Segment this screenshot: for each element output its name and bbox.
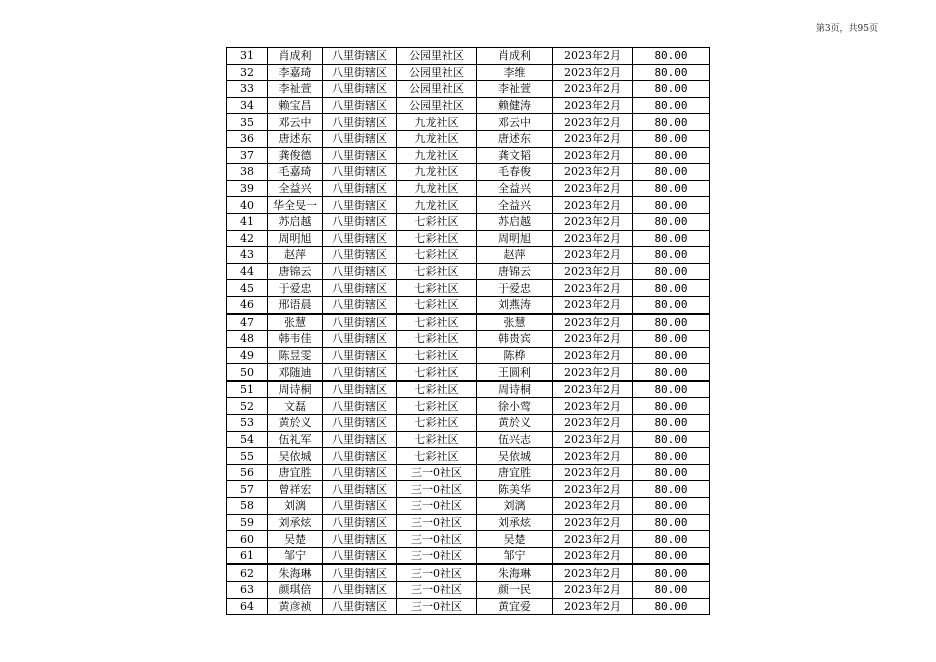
month-cell: 2023年2月 (553, 547, 633, 564)
district-cell: 八里街辖区 (323, 415, 397, 432)
community-cell: 七彩社区 (397, 230, 477, 247)
community-cell: 公园里社区 (397, 97, 477, 114)
community-cell: 七彩社区 (397, 296, 477, 313)
month-cell: 2023年2月 (553, 147, 633, 164)
name-cell: 唐述东 (268, 130, 323, 147)
recipient-cell: 王圆利 (477, 364, 553, 381)
community-cell: 公园里社区 (397, 48, 477, 65)
community-cell: 三一0社区 (397, 598, 477, 615)
data-table (226, 47, 710, 615)
table-row (227, 564, 710, 581)
recipient-cell: 李维 (477, 64, 553, 81)
recipient-cell: 吴楚 (477, 531, 553, 548)
table-body (227, 48, 710, 615)
recipient-cell: 于爱忠 (477, 280, 553, 297)
community-cell: 三一0社区 (397, 514, 477, 531)
recipient-cell: 周诗桐 (477, 381, 553, 398)
table-row (227, 464, 710, 481)
district-cell: 八里街辖区 (323, 180, 397, 197)
community-cell: 九龙社区 (397, 130, 477, 147)
amount-cell: 80.00 (633, 197, 710, 214)
row-index-cell: 36 (227, 130, 268, 147)
district-cell: 八里街辖区 (323, 481, 397, 498)
recipient-cell: 邓云中 (477, 114, 553, 131)
district-cell: 八里街辖区 (323, 48, 397, 65)
recipient-cell: 邹宁 (477, 547, 553, 564)
district-cell: 八里街辖区 (323, 164, 397, 181)
district-cell: 八里街辖区 (323, 582, 397, 599)
amount-cell: 80.00 (633, 514, 710, 531)
month-cell: 2023年2月 (553, 448, 633, 465)
recipient-cell: 黄宜爱 (477, 598, 553, 615)
community-cell: 三一0社区 (397, 564, 477, 581)
month-cell: 2023年2月 (553, 197, 633, 214)
district-cell: 八里街辖区 (323, 114, 397, 131)
name-cell: 肖成利 (268, 48, 323, 65)
recipient-cell: 毛春俊 (477, 164, 553, 181)
amount-cell: 80.00 (633, 398, 710, 415)
district-cell: 八里街辖区 (323, 314, 397, 331)
name-cell: 于爱忠 (268, 280, 323, 297)
table-row (227, 180, 710, 197)
district-cell: 八里街辖区 (323, 213, 397, 230)
district-cell: 八里街辖区 (323, 448, 397, 465)
community-cell: 三一0社区 (397, 481, 477, 498)
month-cell: 2023年2月 (553, 531, 633, 548)
name-cell: 曾祥宏 (268, 481, 323, 498)
table-row (227, 431, 710, 448)
recipient-cell: 唐宜胜 (477, 464, 553, 481)
row-index-cell: 54 (227, 431, 268, 448)
name-cell: 韩韦佳 (268, 331, 323, 348)
name-cell: 吴楚 (268, 531, 323, 548)
month-cell: 2023年2月 (553, 564, 633, 581)
district-cell: 八里街辖区 (323, 347, 397, 364)
name-cell: 颜琪倍 (268, 582, 323, 599)
district-cell: 八里街辖区 (323, 431, 397, 448)
community-cell: 公园里社区 (397, 64, 477, 81)
district-cell: 八里街辖区 (323, 230, 397, 247)
row-index-cell: 34 (227, 97, 268, 114)
amount-cell: 80.00 (633, 598, 710, 615)
amount-cell: 80.00 (633, 213, 710, 230)
month-cell: 2023年2月 (553, 48, 633, 65)
table-row (227, 64, 710, 81)
community-cell: 九龙社区 (397, 147, 477, 164)
row-index-cell: 44 (227, 263, 268, 280)
recipient-cell: 全益兴 (477, 180, 553, 197)
table-row (227, 114, 710, 131)
row-index-cell: 64 (227, 598, 268, 615)
amount-cell: 80.00 (633, 314, 710, 331)
name-cell: 周诗桐 (268, 381, 323, 398)
table-row (227, 448, 710, 465)
recipient-cell: 黄於义 (477, 415, 553, 432)
recipient-cell: 刘燕涛 (477, 296, 553, 313)
community-cell: 九龙社区 (397, 164, 477, 181)
page-number-label: 第3页，共95页 (815, 24, 878, 34)
community-cell: 三一0社区 (397, 582, 477, 599)
district-cell: 八里街辖区 (323, 197, 397, 214)
district-cell: 八里街辖区 (323, 531, 397, 548)
recipient-cell: 朱海琳 (477, 564, 553, 581)
row-index-cell: 49 (227, 347, 268, 364)
row-index-cell: 39 (227, 180, 268, 197)
amount-cell: 80.00 (633, 547, 710, 564)
amount-cell: 80.00 (633, 415, 710, 432)
name-cell: 毛嘉琦 (268, 164, 323, 181)
table-row (227, 164, 710, 181)
recipient-cell: 张慧 (477, 314, 553, 331)
district-cell: 八里街辖区 (323, 263, 397, 280)
amount-cell: 80.00 (633, 331, 710, 348)
community-cell: 七彩社区 (397, 448, 477, 465)
amount-cell: 80.00 (633, 431, 710, 448)
table-row (227, 398, 710, 415)
community-cell: 七彩社区 (397, 314, 477, 331)
month-cell: 2023年2月 (553, 263, 633, 280)
row-index-cell: 55 (227, 448, 268, 465)
table-row (227, 213, 710, 230)
community-cell: 七彩社区 (397, 364, 477, 381)
row-index-cell: 45 (227, 280, 268, 297)
recipient-cell: 唐述东 (477, 130, 553, 147)
community-cell: 七彩社区 (397, 247, 477, 264)
table-row (227, 514, 710, 531)
row-index-cell: 58 (227, 498, 268, 515)
district-cell: 八里街辖区 (323, 464, 397, 481)
month-cell: 2023年2月 (553, 130, 633, 147)
row-index-cell: 47 (227, 314, 268, 331)
district-cell: 八里街辖区 (323, 147, 397, 164)
recipient-cell: 苏启越 (477, 213, 553, 230)
row-index-cell: 37 (227, 147, 268, 164)
month-cell: 2023年2月 (553, 97, 633, 114)
month-cell: 2023年2月 (553, 230, 633, 247)
month-cell: 2023年2月 (553, 296, 633, 313)
row-index-cell: 35 (227, 114, 268, 131)
district-cell: 八里街辖区 (323, 331, 397, 348)
district-cell: 八里街辖区 (323, 564, 397, 581)
name-cell: 邢语晨 (268, 296, 323, 313)
name-cell: 黄於义 (268, 415, 323, 432)
name-cell: 唐宜胜 (268, 464, 323, 481)
row-index-cell: 56 (227, 464, 268, 481)
row-index-cell: 60 (227, 531, 268, 548)
community-cell: 七彩社区 (397, 213, 477, 230)
name-cell: 苏启越 (268, 213, 323, 230)
name-cell: 吴依城 (268, 448, 323, 465)
district-cell: 八里街辖区 (323, 247, 397, 264)
table-row (227, 314, 710, 331)
row-index-cell: 46 (227, 296, 268, 313)
row-index-cell: 61 (227, 547, 268, 564)
name-cell: 朱海琳 (268, 564, 323, 581)
month-cell: 2023年2月 (553, 114, 633, 131)
recipient-cell: 陈桦 (477, 347, 553, 364)
name-cell: 刘漓 (268, 498, 323, 515)
name-cell: 李祉萱 (268, 81, 323, 98)
name-cell: 赖宝昌 (268, 97, 323, 114)
district-cell: 八里街辖区 (323, 296, 397, 313)
recipient-cell: 刘漓 (477, 498, 553, 515)
month-cell: 2023年2月 (553, 364, 633, 381)
district-cell: 八里街辖区 (323, 598, 397, 615)
row-index-cell: 53 (227, 415, 268, 432)
community-cell: 七彩社区 (397, 415, 477, 432)
recipient-cell: 陈美华 (477, 481, 553, 498)
amount-cell: 80.00 (633, 364, 710, 381)
recipient-cell: 韩贵宾 (477, 331, 553, 348)
amount-cell: 80.00 (633, 230, 710, 247)
table-row (227, 381, 710, 398)
amount-cell: 80.00 (633, 263, 710, 280)
row-index-cell: 62 (227, 564, 268, 581)
name-cell: 龚俊德 (268, 147, 323, 164)
amount-cell: 80.00 (633, 81, 710, 98)
name-cell: 华全旻一 (268, 197, 323, 214)
month-cell: 2023年2月 (553, 213, 633, 230)
recipient-cell: 吴依城 (477, 448, 553, 465)
table-row (227, 415, 710, 432)
row-index-cell: 59 (227, 514, 268, 531)
table-row (227, 197, 710, 214)
name-cell: 李嘉琦 (268, 64, 323, 81)
amount-cell: 80.00 (633, 582, 710, 599)
table-row (227, 130, 710, 147)
community-cell: 三一0社区 (397, 498, 477, 515)
community-cell: 九龙社区 (397, 197, 477, 214)
month-cell: 2023年2月 (553, 347, 633, 364)
row-index-cell: 51 (227, 381, 268, 398)
amount-cell: 80.00 (633, 347, 710, 364)
row-index-cell: 43 (227, 247, 268, 264)
name-cell: 张慧 (268, 314, 323, 331)
amount-cell: 80.00 (633, 48, 710, 65)
row-index-cell: 42 (227, 230, 268, 247)
amount-cell: 80.00 (633, 498, 710, 515)
amount-cell: 80.00 (633, 296, 710, 313)
table-row (227, 48, 710, 65)
month-cell: 2023年2月 (553, 64, 633, 81)
name-cell: 赵萍 (268, 247, 323, 264)
row-index-cell: 50 (227, 364, 268, 381)
table-row (227, 147, 710, 164)
table-row (227, 364, 710, 381)
amount-cell: 80.00 (633, 180, 710, 197)
month-cell: 2023年2月 (553, 247, 633, 264)
recipient-cell: 龚文韬 (477, 147, 553, 164)
amount-cell: 80.00 (633, 381, 710, 398)
recipient-cell: 全益兴 (477, 197, 553, 214)
row-index-cell: 40 (227, 197, 268, 214)
community-cell: 七彩社区 (397, 280, 477, 297)
month-cell: 2023年2月 (553, 81, 633, 98)
amount-cell: 80.00 (633, 247, 710, 264)
community-cell: 七彩社区 (397, 347, 477, 364)
amount-cell: 80.00 (633, 280, 710, 297)
month-cell: 2023年2月 (553, 514, 633, 531)
month-cell: 2023年2月 (553, 331, 633, 348)
district-cell: 八里街辖区 (323, 97, 397, 114)
amount-cell: 80.00 (633, 114, 710, 131)
community-cell: 七彩社区 (397, 331, 477, 348)
district-cell: 八里街辖区 (323, 398, 397, 415)
community-cell: 七彩社区 (397, 263, 477, 280)
table-row (227, 81, 710, 98)
row-index-cell: 52 (227, 398, 268, 415)
district-cell: 八里街辖区 (323, 280, 397, 297)
row-index-cell: 38 (227, 164, 268, 181)
month-cell: 2023年2月 (553, 598, 633, 615)
name-cell: 邹宁 (268, 547, 323, 564)
name-cell: 刘承炫 (268, 514, 323, 531)
amount-cell: 80.00 (633, 481, 710, 498)
table-row (227, 280, 710, 297)
community-cell: 七彩社区 (397, 381, 477, 398)
month-cell: 2023年2月 (553, 180, 633, 197)
month-cell: 2023年2月 (553, 582, 633, 599)
recipient-cell: 刘承炫 (477, 514, 553, 531)
recipient-cell: 唐锦云 (477, 263, 553, 280)
table-row (227, 582, 710, 599)
amount-cell: 80.00 (633, 64, 710, 81)
row-index-cell: 48 (227, 331, 268, 348)
community-cell: 九龙社区 (397, 180, 477, 197)
table-row (227, 347, 710, 364)
name-cell: 唐锦云 (268, 263, 323, 280)
name-cell: 陈昱雯 (268, 347, 323, 364)
community-cell: 七彩社区 (397, 398, 477, 415)
row-index-cell: 57 (227, 481, 268, 498)
name-cell: 全益兴 (268, 180, 323, 197)
amount-cell: 80.00 (633, 464, 710, 481)
name-cell: 伍礼军 (268, 431, 323, 448)
table-row (227, 531, 710, 548)
row-index-cell: 32 (227, 64, 268, 81)
amount-cell: 80.00 (633, 164, 710, 181)
table-row (227, 247, 710, 264)
name-cell: 邓随迪 (268, 364, 323, 381)
name-cell: 周明旭 (268, 230, 323, 247)
table-row (227, 498, 710, 515)
month-cell: 2023年2月 (553, 314, 633, 331)
recipient-cell: 周明旭 (477, 230, 553, 247)
amount-cell: 80.00 (633, 531, 710, 548)
name-cell: 邓云中 (268, 114, 323, 131)
row-index-cell: 63 (227, 582, 268, 599)
recipient-cell: 赖健涛 (477, 97, 553, 114)
month-cell: 2023年2月 (553, 415, 633, 432)
amount-cell: 80.00 (633, 448, 710, 465)
district-cell: 八里街辖区 (323, 130, 397, 147)
table-row (227, 481, 710, 498)
month-cell: 2023年2月 (553, 498, 633, 515)
amount-cell: 80.00 (633, 147, 710, 164)
name-cell: 黄彦祯 (268, 598, 323, 615)
month-cell: 2023年2月 (553, 398, 633, 415)
table-row (227, 97, 710, 114)
month-cell: 2023年2月 (553, 381, 633, 398)
table-row (227, 331, 710, 348)
month-cell: 2023年2月 (553, 280, 633, 297)
district-cell: 八里街辖区 (323, 514, 397, 531)
community-cell: 公园里社区 (397, 81, 477, 98)
table-row (227, 296, 710, 313)
name-cell: 文磊 (268, 398, 323, 415)
district-cell: 八里街辖区 (323, 498, 397, 515)
recipient-cell: 肖成利 (477, 48, 553, 65)
month-cell: 2023年2月 (553, 431, 633, 448)
community-cell: 三一0社区 (397, 531, 477, 548)
recipient-cell: 赵萍 (477, 247, 553, 264)
recipient-cell: 颜一民 (477, 582, 553, 599)
recipient-cell: 李祉萱 (477, 81, 553, 98)
district-cell: 八里街辖区 (323, 81, 397, 98)
row-index-cell: 33 (227, 81, 268, 98)
community-cell: 三一0社区 (397, 464, 477, 481)
amount-cell: 80.00 (633, 564, 710, 581)
table-row (227, 230, 710, 247)
amount-cell: 80.00 (633, 130, 710, 147)
month-cell: 2023年2月 (553, 481, 633, 498)
recipient-cell: 伍兴志 (477, 431, 553, 448)
month-cell: 2023年2月 (553, 464, 633, 481)
community-cell: 七彩社区 (397, 431, 477, 448)
table-row (227, 598, 710, 615)
district-cell: 八里街辖区 (323, 364, 397, 381)
community-cell: 三一0社区 (397, 547, 477, 564)
row-index-cell: 41 (227, 213, 268, 230)
district-cell: 八里街辖区 (323, 381, 397, 398)
table-row (227, 547, 710, 564)
recipient-cell: 徐小莺 (477, 398, 553, 415)
amount-cell: 80.00 (633, 97, 710, 114)
row-index-cell: 31 (227, 48, 268, 65)
district-cell: 八里街辖区 (323, 64, 397, 81)
month-cell: 2023年2月 (553, 164, 633, 181)
district-cell: 八里街辖区 (323, 547, 397, 564)
table-row (227, 263, 710, 280)
community-cell: 九龙社区 (397, 114, 477, 131)
